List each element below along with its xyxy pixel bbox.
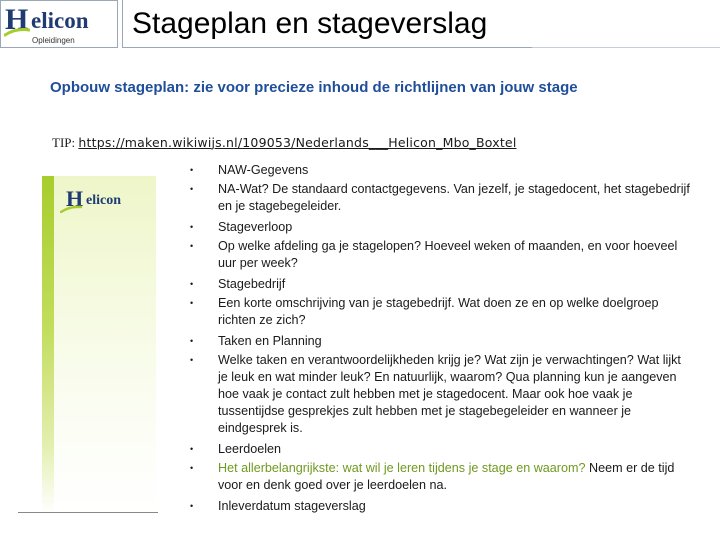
helicon-logo: [0, 0, 118, 48]
list-item-text: NA-Wat? De standaard contactgegevens. Van jezelf, je stagedocent, het stagebedrijf en je stagebegeleider.: [218, 182, 690, 213]
list-item-text: Taken en Planning: [218, 334, 322, 348]
bullet-icon: •: [190, 222, 194, 232]
tip-label: TIP:: [52, 135, 79, 150]
list-item-text: [218, 460, 693, 494]
tip-line: [52, 135, 517, 151]
list-item-text: Stagebedrijf: [218, 277, 286, 291]
list-item-text: Inleverdatum stageverslag: [218, 499, 366, 513]
highlighted-text: Het allerbelangrijkste: wat wil je leren tijdens je stage en waarom?: [218, 461, 586, 475]
section-subtitle: Opbouw stageplan: zie voor precieze inhoud de richtlijnen van jouw stage: [50, 79, 578, 96]
side-logo-letter: H: [66, 186, 84, 211]
side-logo-word: elicon: [86, 193, 121, 208]
list-item-text: NAW-Gegevens: [218, 163, 309, 177]
bullet-icon: •: [190, 279, 194, 289]
bullet-icon: •: [190, 501, 194, 511]
bullet-icon: •: [190, 184, 194, 194]
bullet-icon: •: [190, 241, 194, 251]
wikiwijs-link[interactable]: https://maken.wikiwijs.nl/109053/Nederlands___Helicon_Mbo_Boxtel: [78, 135, 517, 150]
list-item-text: Een korte omschrijving van je stagebedrijf. Wat doen ze en op welke doelgroep richten ze zich?: [218, 296, 659, 327]
logo-subtitle: Opleidingen: [32, 36, 75, 45]
side-green-bar: [42, 176, 54, 513]
footer-divider: [18, 512, 158, 513]
header-divider: [532, 47, 720, 48]
bullet-icon: •: [190, 298, 194, 308]
bullet-icon: •: [190, 165, 194, 175]
side-logo-swoosh-icon: [60, 205, 82, 213]
side-banner: [42, 176, 156, 513]
list-item-text: Stageverloop: [218, 220, 293, 234]
list-item-text-rest: Neem er de tijd voor en denk goed over je leerdoelen na.: [218, 461, 675, 492]
page-title: Stageplan en stageverslag: [132, 7, 488, 40]
logo-word: elicon: [31, 8, 89, 33]
list-item-text: Welke taken en verantwoordelijkheden krijg je? Wat zijn je verwachtingen? Wat lijkt je leuk en wat minder leuk? En natuurlijk, waarom? Qua planning kun je aangeven hoe vaak je contact zult hebben met je stagedocent. Maar ook hoe vaak je tussentijdse gesprekjes zult hebben met je stagebegeleider en wanneer je eindgesprek is.: [218, 353, 681, 435]
bullet-icon: •: [190, 463, 194, 473]
logo-swoosh-icon: [4, 27, 30, 37]
logo-letter: H: [5, 3, 29, 36]
bullet-icon: •: [190, 444, 194, 454]
list-item-text: Op welke afdeling ga je stagelopen? Hoeveel weken of maanden, en voor hoeveel uur per week?: [218, 239, 678, 270]
list-item-text: Leerdoelen: [218, 442, 282, 456]
bullet-icon: •: [190, 355, 194, 365]
bullet-icon: •: [190, 336, 194, 346]
